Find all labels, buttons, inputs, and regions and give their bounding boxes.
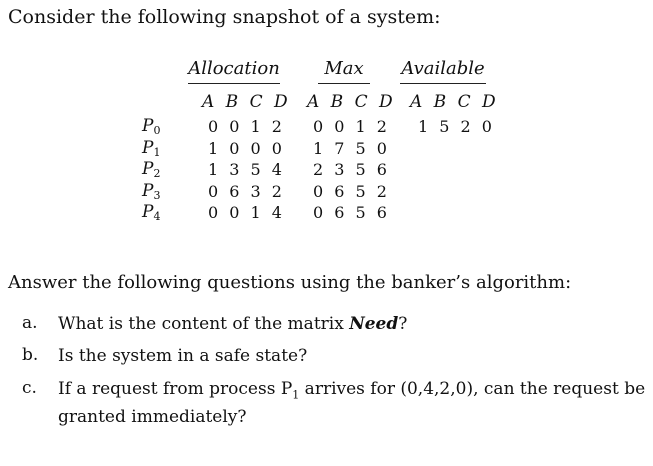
process-row xyxy=(142,116,160,138)
max-cell: 0 6 5 6 xyxy=(313,203,390,222)
process-name: P xyxy=(142,159,154,179)
max-cell: 0 6 5 2 xyxy=(313,181,390,201)
max-header-rule xyxy=(318,83,370,84)
allocation-cell: 0 0 1 4 xyxy=(208,203,285,222)
available-subheader: A B C D xyxy=(410,92,499,112)
question-letter: c. xyxy=(22,378,37,398)
question-subscript: 1 xyxy=(292,388,300,402)
allocation-subheader: A B C D xyxy=(202,92,291,112)
question-a xyxy=(8,313,648,335)
available-cell: 1 5 2 0 xyxy=(418,117,495,136)
available-header-rule xyxy=(400,83,486,84)
process-subscript: 2 xyxy=(153,167,161,180)
allocation-cell: 1 0 0 0 xyxy=(208,138,285,158)
question-c xyxy=(8,378,648,428)
process-row xyxy=(142,159,160,181)
allocation-header-label: Allocation xyxy=(188,58,280,79)
process-subscript: 4 xyxy=(153,210,161,223)
process-row xyxy=(142,138,160,160)
max-column xyxy=(313,116,390,224)
question-text xyxy=(58,313,648,335)
process-row xyxy=(142,181,160,203)
process-subscript: 3 xyxy=(153,188,161,202)
process-name: P xyxy=(142,116,154,136)
allocation-cell: 0 6 3 2 xyxy=(208,181,285,201)
question-text-part: ? xyxy=(398,314,408,334)
process-column xyxy=(142,116,160,224)
question-text-part: arrives for (0,4,2,0), can the request be granted immediately? xyxy=(58,379,646,428)
instruction-text: Answer the following questions using the banker’s algorithm: xyxy=(8,272,572,293)
process-row xyxy=(142,202,160,224)
question-text-part: What is the content of the matrix xyxy=(58,314,350,334)
max-cell: 2 3 5 6 xyxy=(313,160,390,179)
question-text: Is the system in a safe state? xyxy=(58,346,308,366)
question-b xyxy=(8,345,648,367)
process-subscript: 0 xyxy=(153,124,161,137)
allocation-cell: 0 0 1 2 xyxy=(208,117,285,136)
max-header xyxy=(318,58,370,84)
question-letter: a. xyxy=(22,313,38,333)
available-header-label: Available xyxy=(401,58,485,79)
max-cell: 0 0 1 2 xyxy=(313,117,390,136)
max-header-label: Max xyxy=(324,58,364,79)
available-column xyxy=(418,116,495,138)
process-subscript: 1 xyxy=(153,145,161,159)
question-letter: b. xyxy=(22,345,39,365)
allocation-header-rule xyxy=(188,83,280,84)
question-emphasis: Need xyxy=(349,314,399,334)
question-text-part: If a request from process P xyxy=(58,379,293,399)
process-name: P xyxy=(142,137,154,158)
question-text xyxy=(58,378,648,428)
max-subheader: A B C D xyxy=(307,92,396,112)
allocation-header xyxy=(188,58,280,84)
problem-intro: Consider the following snapshot of a system: xyxy=(8,6,441,28)
process-name: P xyxy=(142,202,154,222)
process-name: P xyxy=(142,180,154,201)
max-cell: 1 7 5 0 xyxy=(313,138,390,158)
allocation-cell: 1 3 5 4 xyxy=(208,160,285,179)
allocation-column xyxy=(208,116,285,224)
available-header xyxy=(400,58,486,84)
